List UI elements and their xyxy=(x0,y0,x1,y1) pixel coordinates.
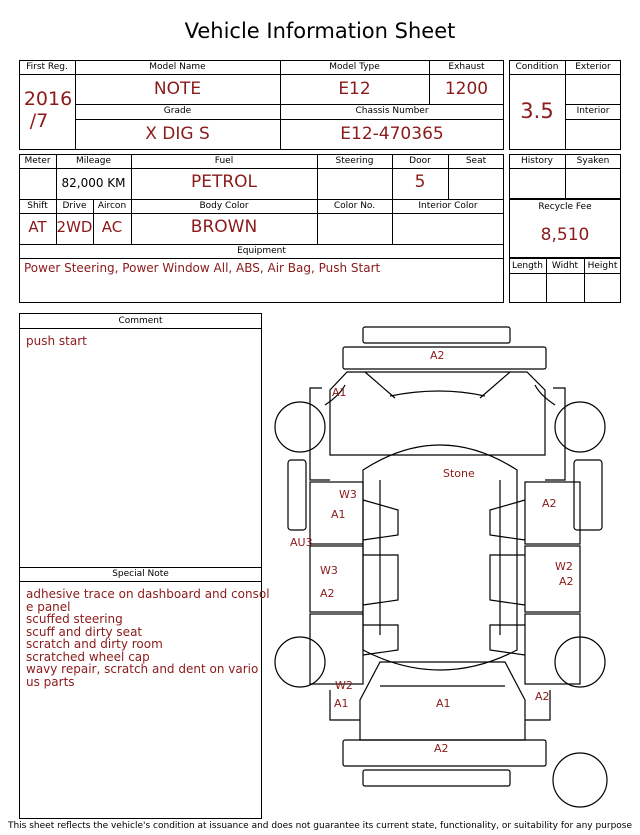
disclaimer-footer: This sheet reflects the vehicle's condition at issuance and does not guarantee its current state, functionality, or suitability for any purpose xyxy=(7,821,633,831)
seat-label: Seat xyxy=(465,156,487,166)
comment-label: Comment xyxy=(118,316,163,326)
model-type-value: E12 xyxy=(338,79,371,99)
damage-door-fl-a: W3 xyxy=(339,488,357,501)
interior-label: Interior xyxy=(576,106,610,116)
damage-trunk: A1 xyxy=(436,697,451,710)
color-no-label: Color No. xyxy=(333,201,376,211)
condition-label: Condition xyxy=(515,62,559,72)
drive-label: Drive xyxy=(62,201,87,211)
comment-panel xyxy=(19,313,262,819)
shift-label: Shift xyxy=(27,201,48,211)
steering-label: Steering xyxy=(335,156,374,166)
door-label: Door xyxy=(409,156,431,166)
model-name-label: Model Name xyxy=(149,62,206,72)
special-note-line: scratch and dirty room xyxy=(26,637,163,651)
chassis-value: E12-470365 xyxy=(340,124,444,144)
fuel-label: Fuel xyxy=(214,156,234,166)
exterior-label: Exterior xyxy=(575,62,611,72)
grade-label: Grade xyxy=(163,106,192,116)
damage-door-rl-a: W3 xyxy=(320,564,338,577)
damage-door-rl-b: A2 xyxy=(320,587,335,600)
condition-value: 3.5 xyxy=(520,99,554,123)
first-reg-month: /7 xyxy=(29,110,49,132)
body-color-value: BROWN xyxy=(190,217,258,237)
first-reg-label: First Reg. xyxy=(26,62,68,72)
damage-door-fr: A2 xyxy=(542,497,557,510)
body-color-label: Body Color xyxy=(199,201,249,211)
door-value: 5 xyxy=(414,172,426,192)
chassis-label: Chassis Number xyxy=(355,106,429,116)
aircon-value: AC xyxy=(101,218,123,236)
damage-quarter-rr: A2 xyxy=(535,690,550,703)
damage-quarter-rl-b: A1 xyxy=(334,697,349,710)
fuel-value: PETROL xyxy=(190,172,258,192)
comment-text: push start xyxy=(26,334,87,348)
history-label: History xyxy=(520,156,554,166)
damage-hood: Stone xyxy=(443,467,475,480)
special-note-line: us parts xyxy=(26,674,75,689)
meter-label: Meter xyxy=(24,156,51,166)
exhaust-label: Exhaust xyxy=(448,62,485,72)
equipment-value: Power Steering, Power Window All, ABS, Air Bag, Push Start xyxy=(24,261,381,275)
model-type-label: Model Type xyxy=(329,62,380,72)
recycle-fee-label: Recycle Fee xyxy=(538,202,592,212)
aircon-label: Aircon xyxy=(97,201,127,211)
mileage-value: 82,000 KM xyxy=(61,176,126,190)
damage-fender-fl: A1 xyxy=(332,386,347,399)
special-note-line: wavy repair, scratch and dent on vario xyxy=(26,662,259,676)
special-note-line: e panel xyxy=(26,599,71,614)
damage-pillar-l: AU3 xyxy=(290,536,313,549)
syaken-label: Syaken xyxy=(576,156,610,166)
drive-value: 2WD xyxy=(56,218,93,236)
damage-door-fl-b: A1 xyxy=(331,508,346,521)
special-note-line: scuff and dirty seat xyxy=(26,624,143,639)
special-note-label: Special Note xyxy=(112,569,169,579)
height-label: Height xyxy=(587,261,618,271)
exhaust-value: 1200 xyxy=(444,79,489,99)
special-note-line: scratched wheel cap xyxy=(26,649,150,664)
model-name-value: NOTE xyxy=(153,79,202,99)
width-label: Widht xyxy=(551,261,579,271)
interior-color-label: Interior Color xyxy=(418,201,478,211)
special-note-list xyxy=(26,588,270,688)
first-reg-year: 2016 xyxy=(23,88,73,110)
damage-door-rr-b: A2 xyxy=(559,575,574,588)
damage-quarter-rl-a: W2 xyxy=(335,679,353,692)
grade-value: X DIG S xyxy=(145,124,210,144)
shift-value: AT xyxy=(28,218,47,236)
recycle-fee-value: 8,510 xyxy=(540,225,590,245)
damage-front-bumper: A2 xyxy=(430,349,445,362)
damage-rear-bumper: A2 xyxy=(434,742,449,755)
special-note-line: adhesive trace on dashboard and consol xyxy=(26,587,270,601)
special-note-line: scuffed steering xyxy=(26,612,123,626)
page-title: Vehicle Information Sheet xyxy=(184,19,456,43)
damage-door-rr-a: W2 xyxy=(555,560,573,573)
mileage-label: Mileage xyxy=(75,156,112,166)
length-label: Length xyxy=(511,261,544,271)
equipment-label: Equipment xyxy=(237,246,286,256)
